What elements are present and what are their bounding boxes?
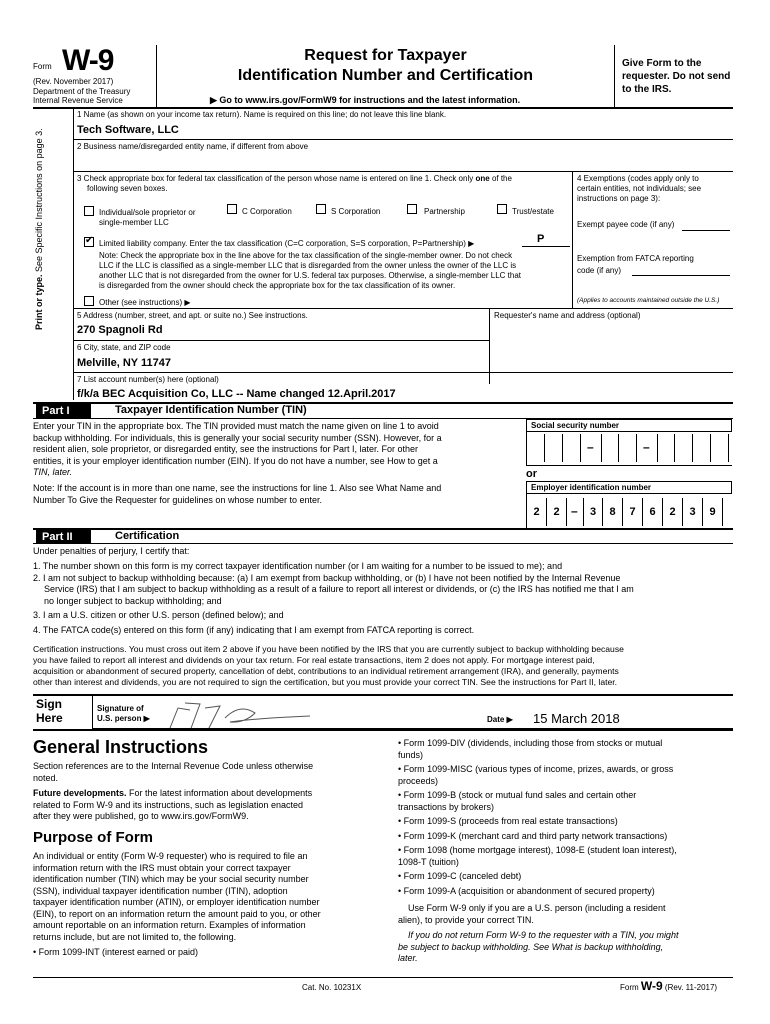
purpose-text: An individual or entity (Form W-9 requester) who is required to file an information return with the IRS must obtain your correct taxpayer identification number (TIN) which may be your social security number (SSN), individual taxpayer identification number (ITIN), adoption taxpayer identification number (ATIN), or employer identification number (EIN), to report on an information return the amount paid to you, or other amount reportable on an information return. Examples of information returns include, but are not limited to, the following. [33,851,321,942]
address-field[interactable]: 270 Spagnoli Rd [77,324,163,336]
name-field[interactable]: Tech Software, LLC [77,124,179,136]
form-list: • Form 1099-DIV (dividends, including those from stocks or mutual funds) • Form 1099-MISC (various types of income, prizes, awards, or gross proceeds) • Form 1099-B (stock or mutual fund sales and certain other transactions by brokers) • Form 1099-S (proceeds from real estate transactions) • Form 1099-K (merchant card and third party network transactions) • Form 1098 (home mortgage interest), 1098-E (student loan interest), 1098-T (tuition) • Form 1099-C (canceled debt) • Form 1099-A (acquisition or abandonment of secured property) Use Form W-9 only if you are a U.S. person (including a resident alien), to provide your correct TIN. If you do not return Form W-9 to the requester with a TIN, you might be subject to backup withholding. See What is backup withholding, later. [398,738,738,965]
exempt-payee-label: Exempt payee code (if any) [577,220,675,229]
date-label: Date ▶ [487,715,513,724]
certification-items: 1. The number shown on this form is my correct taxpayer identification number (or I am waiting for a number to be issued to me); and 2. I am not subject to backup withholding because: (a) I am exempt from backup withholding, or (b) I have not been notified by the Internal Revenue Service (IRS) that I am subject to backup withholding as a result of a failure to report all interest or dividends, or (c) the IRS has notified me that I am no longer subject to backup withholding; and 3. I am a U.S. citizen or other U.S. person (defined below); and 4. The FATCA code(s) entered on this form (if any) indicating that I am exempt from FATCA reporting is correct. [33,561,634,635]
applies-note: (Applies to accounts maintained outside the U.S.) [577,297,720,304]
ein-label: Employer identification number [526,481,732,494]
print-or-type: Print or type. [34,274,44,330]
ein-digit: 6 [643,498,663,526]
part1-title: Taxpayer Identification Number (TIN) [115,404,307,416]
general-instructions-title: General Instructions [33,737,209,757]
date-field[interactable]: 15 March 2018 [533,711,620,726]
general-section-references: Section references are to the Internal Revenue Code unless otherwise noted. [33,761,314,783]
or-label: or [526,468,537,480]
footer-form-id: Form W-9 (Rev. 11-2017) [620,979,718,993]
ein-digit: 8 [603,498,623,526]
line6-label: 6 City, state, and ZIP code [77,343,171,352]
form-number: W-9 [62,44,114,77]
form-revision: (Rev. November 2017) [33,77,114,86]
line5-label: 5 Address (number, street, and apt. or suite no.) See instructions. [77,311,308,320]
give-form-note: Give Form to the requester. Do not send to the IRS. [622,58,731,95]
c-corp-checkbox[interactable] [227,204,237,214]
trust-checkbox[interactable] [497,204,507,214]
goto-instructions: ▶ Go to www.irs.gov/FormW9 for instructions and the latest information. [210,95,521,105]
account-numbers-field[interactable]: f/k/a BEC Acquisition Co, LLC -- Name changed 12.April.2017 [77,388,396,400]
line2-label: 2 Business name/disregarded entity name, if different from above [77,142,309,151]
fatca-label-2: code (if any) [577,266,622,275]
ein-digit: 2 [527,498,547,526]
individual-label-2: single-member LLC [99,218,169,227]
partnership-checkbox[interactable] [407,204,417,214]
c-corp-label: C Corporation [242,207,292,216]
side-instructions [34,80,44,330]
llc-label: Limited liability company. Enter the tax classification (C=C corporation, S=S corporation, P=Partnership) ▶ [99,239,475,248]
other-label: Other (see instructions) ▶ [99,298,191,307]
catalog-number: Cat. No. 10231X [302,983,362,992]
use-w9-text: Use Form W-9 only if you are a U.S. person (including a resident alien), to provide your correct TIN. [398,903,666,925]
part1-note: Note: If the account is in more than one name, see the instructions for line 1. Also see What Name and Number To Give the Requester for guidelines on whose number to enter. [33,483,442,505]
trust-label: Trust/estate [512,207,554,216]
see-specific-instructions: See Specific Instructions on page 3. [34,128,44,272]
ein-digit: 2 [547,498,567,526]
line7-label: 7 List account number(s) here (optional) [77,375,219,384]
line3-label: 3 Check appropriate box for federal tax classification of the person whose name is entered on line 1. Check only one of the following seven boxes. [77,174,512,193]
ein-digit: 3 [683,498,703,526]
signature-label: Signature of U.S. person ▶ [97,704,150,723]
s-corp-checkbox[interactable] [316,204,326,214]
s-corp-label: S Corporation [331,207,381,216]
llc-note: Note: Check the appropriate box in the line above for the tax classification of the single-member owner. Do not check LLC if the LLC is classified as a single-member LLC that is disregarded from the owner unless the owner of the LLC is another LLC that is not disregarded from the owner for U.S. federal tax purposes. Otherwise, a single-member LLC that is disregarded from the owner should check the appropriate box for the tax classification of its owner. [99,251,521,290]
part1-label: Part I [36,404,91,418]
form-word: Form [33,62,52,71]
fatca-code-field[interactable] [632,275,730,276]
exempt-payee-field[interactable] [682,230,730,231]
individual-label: Individual/sole proprietor or [99,208,196,217]
part2-label: Part II [36,530,91,544]
requester-label: Requester's name and address (optional) [494,311,641,320]
part1-text: Enter your TIN in the appropriate box. The TIN provided must match the name given on line 1 to avoid backup withholding. For individuals, this is generally your social security number (SSN). However, for a resident alien, sole proprietor, or disregarded entity, see the instructions for Part I, later. For other entities, it is your employer identification number (EIN). If you do not have a number, see How to get a TIN, later. [33,421,442,477]
bullet-1099-int: • Form 1099-INT (interest earned or paid) [33,947,199,957]
ein-digit: 9 [703,498,723,526]
sign-here-label: Sign Here [36,697,63,725]
partnership-label: Partnership [424,207,465,216]
ssn-field[interactable]: – – [526,432,732,466]
if-you-text: If you do not return Form W-9 to the requester with a TIN, you might be subject to backup withholding. See What is backup withholding, later. [398,930,679,963]
department: Department of the Treasury [33,87,131,96]
part2-title: Certification [115,530,180,542]
purpose-title: Purpose of Form [33,829,154,846]
exemptions-label: 4 Exemptions (codes apply only to certain entities, not individuals; see instructions on page 3): [577,174,702,203]
individual-checkbox[interactable] [84,206,94,216]
ein-digit: 3 [583,498,603,526]
ein-digit: 2 [663,498,683,526]
irs-name: Internal Revenue Service [33,96,123,105]
other-checkbox[interactable] [84,296,94,306]
fatca-label: Exemption from FATCA reporting [577,254,694,263]
ssn-label: Social security number [526,419,732,432]
llc-checkbox[interactable] [84,237,94,247]
ein-field[interactable]: 2 2 – 3 8 7 6 2 3 9 [526,494,732,528]
form-title-line1: Request for Taxpayer [304,47,467,64]
future-developments: Future developments. For the latest information about developments related to Form W-9 and its instructions, such as legislation enacted after they were published, go to www.irs.gov/FormW9. [33,788,313,821]
part2-intro: Under penalties of perjury, I certify that: [33,546,190,556]
city-state-zip-field[interactable]: Melville, NY 11747 [77,357,171,369]
llc-classification-field[interactable]: P [537,233,545,245]
ein-digit: 7 [623,498,643,526]
form-title-line2: Identification Number and Certification [237,67,534,84]
certification-instructions: Certification instructions. You must cross out item 2 above if you have been notified by the IRS that you are currently subject to backup withholding because you have failed to report all interest and dividends on your tax return. For real estate transactions, item 2 does not apply. For mortgage interest paid, acquisition or abandonment of secured property, cancellation of debt, contributions to an individual retirement arrangement (IRA), and generally, payments other than interest and dividends, you are not required to sign the certification, but you must provide your correct TIN. See the instructions for Part II, later. [33,644,624,687]
line1-label: 1 Name (as shown on your income tax return). Name is required on this line; do not leave this line blank. [77,110,447,119]
